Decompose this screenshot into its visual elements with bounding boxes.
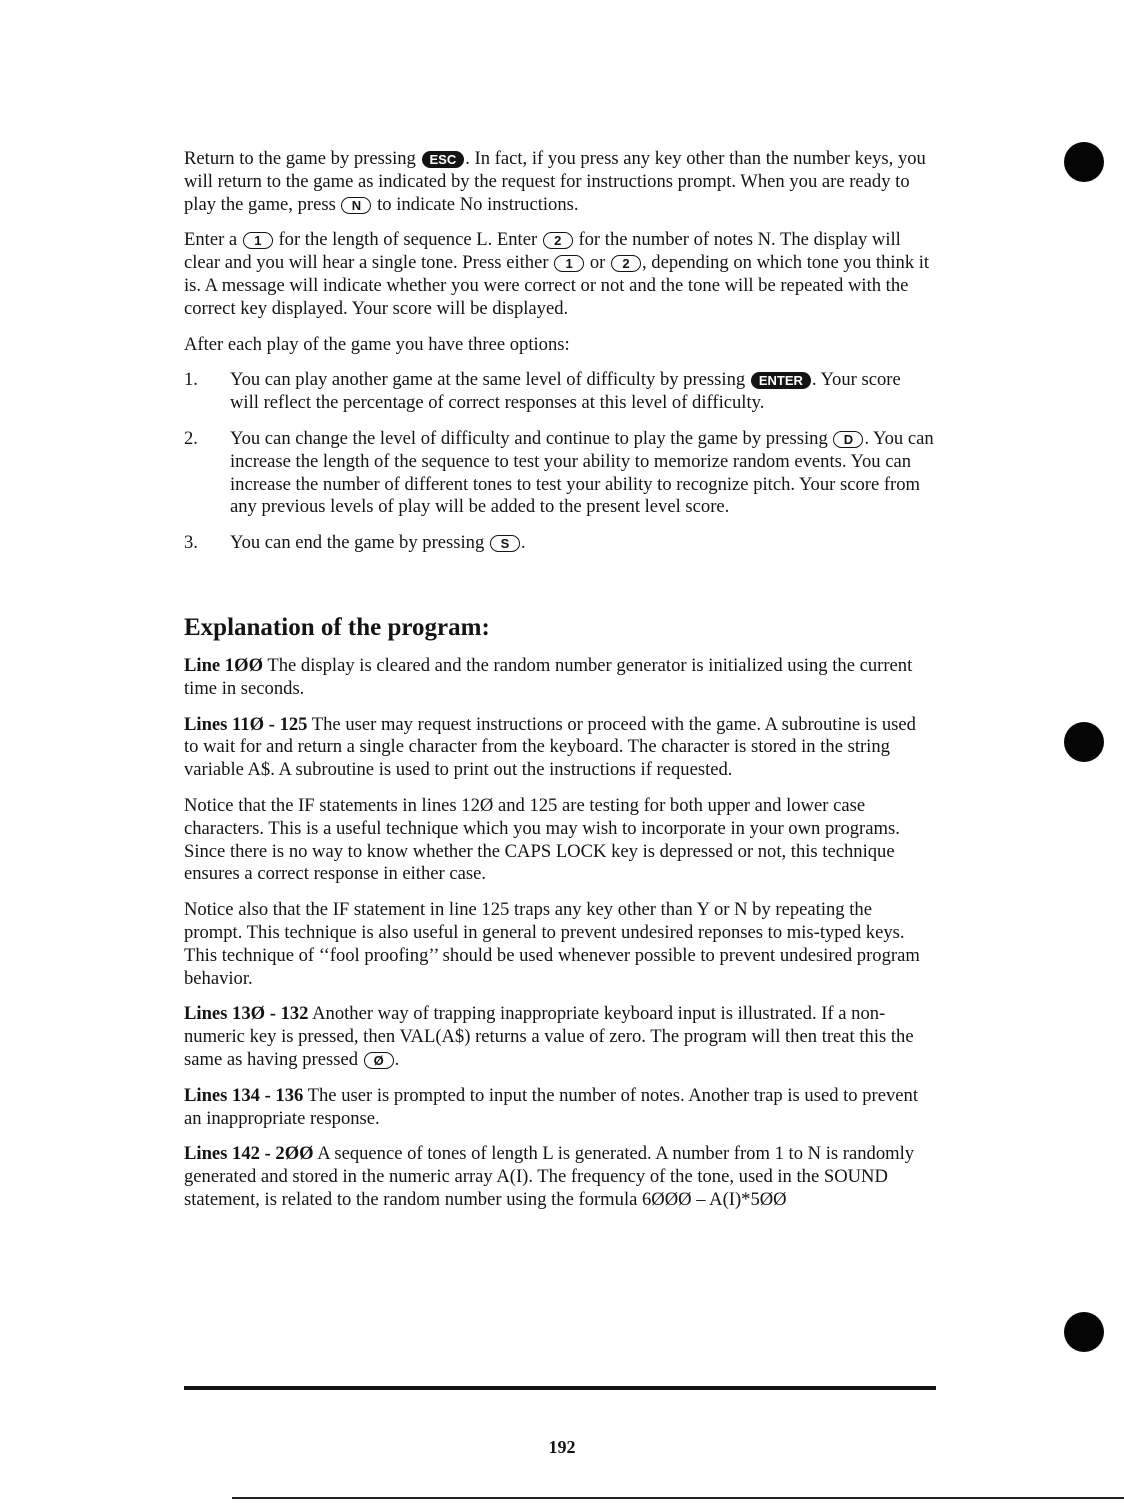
bottom-edge-line (232, 1497, 1124, 1499)
paragraph-lines-134-136: Lines 134 - 136 The user is prompted to input the number of notes. Another trap is used to prevent an inappropriate response. (184, 1084, 919, 1129)
list-item: 1. You can play another game at the same level of difficulty by pressing ENTER . Your score will reflect the percentage of correct responses at this level of difficulty. (184, 369, 901, 414)
one-key-icon: 1 (554, 255, 584, 272)
binder-hole-middle (1064, 722, 1104, 762)
paragraph-enter-sequence: Enter a 1 for the length of sequence L. Enter 2 for the number of notes N. The display will clear and you will hear a single tone. Press either 1 or 2 , depending on which tone you think it is. A message will indicate whether you were correct or not and the tone will be repeated with the correct key displayed. Your score will be displayed. (184, 229, 930, 319)
line-reference: Lines 142 - 2ØØ (184, 1143, 314, 1165)
d-key-icon: D (833, 431, 863, 448)
paragraph-lines-130-132: Lines 13Ø - 132 Another way of trapping inappropriate keyboard input is illustrated. If a non-numeric key is pressed, then VAL(A$) returns a value of zero. The program will then treat this the same as having pressed Ø . (184, 1003, 914, 1070)
line-reference: Line 1ØØ (184, 654, 264, 676)
options-list (184, 369, 934, 555)
two-key-icon: 2 (611, 255, 641, 272)
paragraph-lines-110-125: Lines 11Ø - 125 The user may request instructions or proceed with the game. A subroutine is used to wait for and return a single character from the keyboard. The character is stored in the string variable A$. A subroutine is used to print out the instructions if requested. (184, 713, 916, 781)
binder-hole-bottom (1064, 1312, 1104, 1352)
n-key-icon: N (341, 197, 371, 214)
zero-key-icon: Ø (364, 1052, 394, 1069)
line-reference: Lines 11Ø - 125 (184, 713, 308, 735)
paragraph-options-intro: After each play of the game you have three options: (184, 333, 570, 355)
line-reference: Lines 13Ø - 132 (184, 1003, 309, 1025)
list-item: 2. You can change the level of difficulty and continue to play the game by pressing D . You can increase the length of the sequence to test your ability to memorize random events. You can increase the number of different tones to test your ability to recognize pitch. Your score from any previous levels of play will be added to the present level score. (184, 427, 934, 518)
section-heading: Explanation of the program: (184, 613, 490, 641)
paragraph-notice-case: Notice that the IF statements in lines 12Ø and 125 are testing for both upper and lower case characters. This is a useful technique which you may wish to incorporate in your own programs. Since there is no way to know whether the CAPS LOCK key is depressed or not, this technique ensures a correct response in either case. (184, 794, 900, 885)
one-key-icon: 1 (243, 232, 273, 249)
paragraph-lines-142-200: Lines 142 - 2ØØ A sequence of tones of length L is generated. A number from 1 to N is randomly generated and stored in the numeric array A(I). The frequency of the tone, used in the SOUND statement, is related to the random number using the formula 6ØØØ – A(I)*5ØØ (184, 1143, 915, 1210)
list-item: 3. You can end the game by pressing S . (184, 532, 526, 554)
esc-key-icon: ESC (422, 151, 465, 168)
line-reference: Lines 134 - 136 (184, 1084, 304, 1106)
two-key-icon: 2 (543, 232, 573, 249)
paragraph-line-100: Line 1ØØ The display is cleared and the random number generator is initialized using the current time in seconds. (184, 654, 913, 699)
page-content (184, 148, 934, 1225)
footer-rule (184, 1386, 936, 1390)
paragraph-return-to-game: Return to the game by pressing ESC . In fact, if you press any key other than the number keys, you will return to the game as indicated by the request for instructions prompt. When you are ready to play the game, press N to indicate No instructions. (184, 148, 926, 215)
enter-key-icon: ENTER (751, 372, 811, 389)
binder-hole-top (1064, 142, 1104, 182)
s-key-icon: S (490, 535, 520, 552)
paragraph-notice-trap: Notice also that the IF statement in line 125 traps any key other than Y or N by repeating the prompt. This technique is also useful in general to prevent undesired reponses to mis-typed keys. This technique of ‘‘fool proofing’’ should be used whenever possible to prevent undesired program behavior. (184, 899, 920, 989)
page-number: 192 (548, 1437, 576, 1457)
